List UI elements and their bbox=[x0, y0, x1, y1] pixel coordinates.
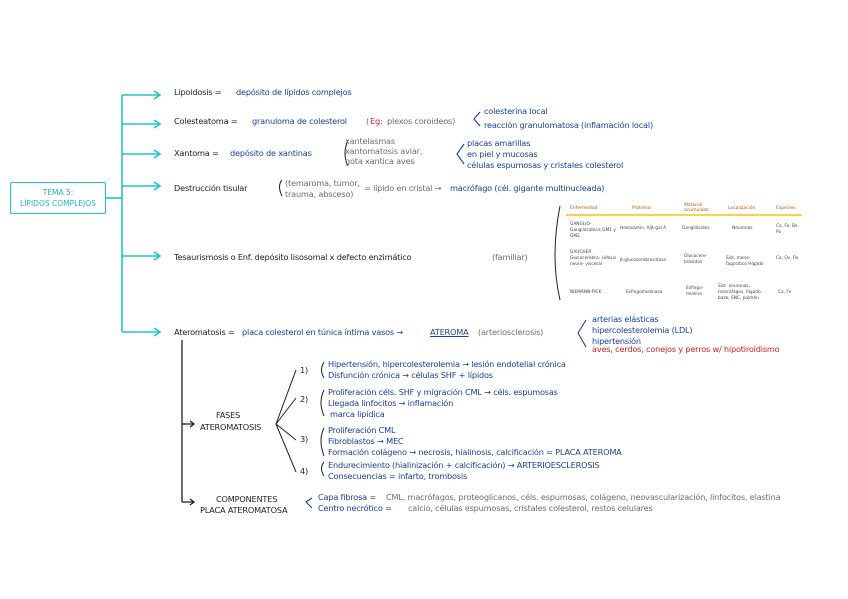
table-cell: Sist. mono-fagocítico Hígado bbox=[726, 256, 764, 267]
tesaurismosis-tail: (familiar) bbox=[492, 252, 528, 262]
table-cell: Ca, Ov, Po bbox=[776, 256, 799, 261]
lysosomal-disease-table bbox=[560, 200, 805, 300]
topic-title-number: TEMA 5: bbox=[42, 188, 74, 197]
xantoma-term: Xantoma = bbox=[174, 148, 219, 158]
fases-label: FASES bbox=[216, 410, 241, 420]
table-cell: Gangliósidos bbox=[682, 226, 710, 231]
componente-head: Capa fibrosa = bbox=[318, 492, 377, 502]
colesteatoma-item: colesterina local bbox=[484, 106, 548, 116]
fase-line: Fibroblastos → MEC bbox=[328, 436, 404, 446]
table-header: Localización bbox=[728, 206, 756, 211]
table-cell: GANGLIO- Gangliosidosis GM1 y GM2 bbox=[570, 222, 616, 239]
fase-line: Proliferación CML bbox=[328, 425, 396, 435]
xantoma-item: placas amarillas bbox=[467, 138, 531, 148]
destruccion-term: Destrucción tisular bbox=[174, 183, 248, 193]
colesteatoma-eg-text: plexos coroideos) bbox=[387, 116, 456, 126]
table-header: Enfermedad bbox=[570, 206, 598, 211]
ateromatosis-item: hipertensión bbox=[592, 336, 641, 346]
fase-line: Disfunción crónica → células SHF + lípidos bbox=[328, 370, 493, 380]
topic-title-box bbox=[10, 182, 106, 214]
table-cell: NIEMANN-PICK bbox=[570, 290, 602, 295]
table-cell: Glucocere- brósidos bbox=[684, 254, 708, 265]
fase-number: 2) bbox=[300, 394, 309, 404]
table-header: Especies bbox=[776, 206, 796, 211]
fase-line: Consecuencias = infarto, trombosis bbox=[328, 471, 468, 481]
topic-title-name: LÍPIDOS COMPLEJOS bbox=[20, 199, 96, 208]
fase-number: 4) bbox=[300, 466, 309, 476]
table-cell: GAUCHER Glucocerebro- sidosis neuro- visceral bbox=[570, 250, 617, 267]
table-cell: Esfingomielinasa bbox=[626, 290, 663, 295]
lipoidosis-term: Lipoidosis = bbox=[174, 87, 222, 97]
fase-line: Endurecimiento (hialinización + calcificación) → ARTERIOESCLEROSIS bbox=[328, 460, 600, 470]
table-cell: Ca, Fe bbox=[778, 290, 792, 295]
fase-number: 1) bbox=[300, 365, 309, 375]
destruccion-sub: (temaroma, tumor, bbox=[285, 178, 360, 188]
xantoma-sub: xantomatosis aviar, bbox=[345, 146, 423, 156]
ateromatosis-tail: (arteriosclerosis) bbox=[478, 327, 544, 337]
xantoma-def: depósito de xantinas bbox=[230, 148, 312, 158]
colesteatoma-def: granuloma de colesterol bbox=[252, 116, 347, 126]
componentes-label: COMPONENTES bbox=[216, 494, 278, 504]
destruccion-sub: trauma, absceso) bbox=[285, 189, 354, 199]
componente-text: calcio, células espumosas, cristales colesterol, restos celulares bbox=[408, 503, 653, 513]
ateromatosis-def: placa colesterol en túnica íntima vasos → bbox=[242, 327, 404, 337]
lipoidosis-def: depósito de lípidos complejos bbox=[236, 87, 352, 97]
ateromatosis-item: arterias elásticas bbox=[592, 314, 659, 324]
fase-line: marca lipídica bbox=[330, 409, 385, 419]
fase-number: 3) bbox=[300, 434, 309, 444]
fases-label: ATEROMATOSIS bbox=[200, 422, 262, 432]
xantoma-item: en piel y mucosas bbox=[467, 149, 538, 159]
colesteatoma-item: reacción granulomatosa (inflamación local) bbox=[484, 120, 653, 130]
table-cell: Esfingo- mielina bbox=[686, 286, 704, 297]
fase-line: Formación colágeno → necrosis, hialinosis, calcificación = PLACA ATEROMA bbox=[328, 447, 622, 457]
destruccion-macrofago: macrófago (cél. gigante multinucleada) bbox=[450, 183, 605, 193]
ateromatosis-item: hipercolesterolemia (LDL) bbox=[592, 325, 693, 335]
colesteatoma-term: Colesteatoma = bbox=[174, 116, 238, 126]
colesteatoma-eg-open: ( bbox=[366, 116, 369, 126]
fase-line: Hipertensión, hipercolesterolemia → lesión endotelial crónica bbox=[328, 359, 566, 369]
xantoma-sub: gota xantica aves bbox=[345, 156, 415, 166]
table-cell: Ca, Fe, Bo, Po bbox=[776, 224, 799, 235]
fase-line: Llegada linfocitos → inflamación bbox=[328, 398, 454, 408]
componente-head: Centro necrótico = bbox=[318, 503, 392, 513]
xantoma-sub: xantelasmas bbox=[345, 136, 395, 146]
destruccion-mid: = lípido en cristal → bbox=[364, 183, 442, 193]
ateromatosis-term: Ateromatosis = bbox=[174, 327, 235, 337]
componentes-label: PLACA ATEROMATOSA bbox=[200, 505, 288, 515]
ateroma-link: ATEROMA bbox=[430, 327, 469, 337]
table-header: Material acumulado bbox=[684, 203, 709, 213]
table-cell: β-glucocerebrosidasa bbox=[620, 258, 666, 263]
table-header: Proteína bbox=[632, 206, 651, 211]
fase-line: Proliferación céls. SHF y migración CML → céls. espumosas bbox=[328, 387, 558, 397]
colesteatoma-eg-label: Eg: bbox=[370, 116, 383, 126]
xantoma-item: células espumosas y cristales colesterol bbox=[467, 160, 624, 170]
componente-text: CML, macrófagos, proteoglicanos, céls. espumosas, colágeno, neovascularización, linfocitos, elastina bbox=[386, 492, 781, 502]
table-header-highlight bbox=[566, 214, 802, 216]
table-cell: Neuronas bbox=[732, 226, 753, 231]
ateromatosis-species: aves, cerdos, conejos y perros w/ hipotiroidismo bbox=[592, 344, 780, 354]
tesaurismosis-term: Tesaurismosis o Enf. depósito lisosomal x defecto enzimático bbox=[174, 252, 412, 262]
table-cell: Hexosamin. A/β-gal A bbox=[620, 226, 667, 231]
table-cell: Sist. neuronas, macrófagos, hígado, bazo, SNC, pulmón bbox=[718, 284, 762, 301]
